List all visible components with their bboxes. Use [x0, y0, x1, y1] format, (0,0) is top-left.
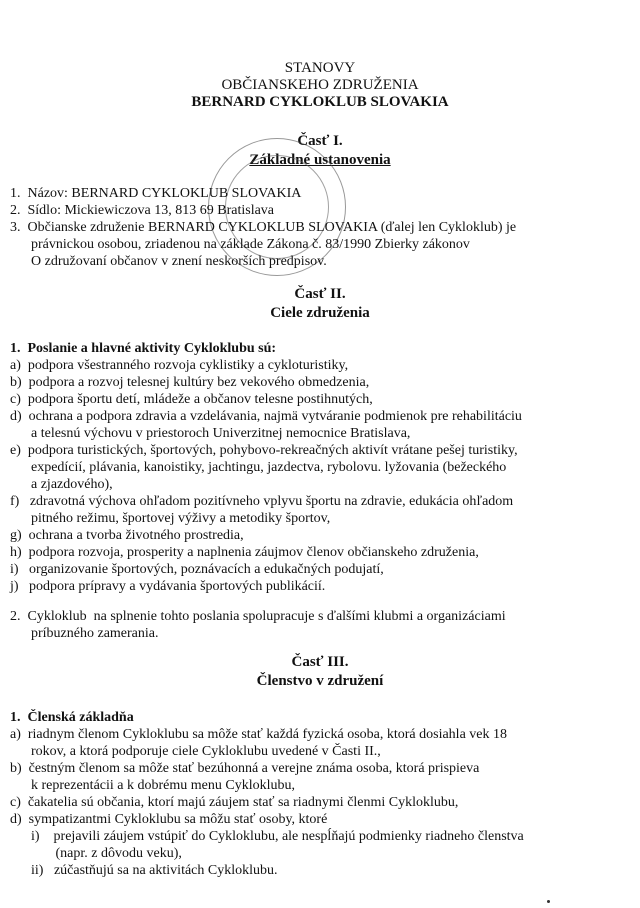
part2-list-line: e) podpora turistických, športových, pohybovo-rekreačných aktivít vrátane pešej turistiky, — [10, 443, 518, 458]
part2-list-line: pitného režimu, športovej výživy a metodiky športov, — [10, 511, 331, 526]
part3-list-line: k reprezentácii a k dobrému menu Cykloklubu, — [10, 778, 295, 793]
part2-list-line: h) podpora rozvoja, prosperity a naplnenia záujmov členov občianskeho združenia, — [10, 545, 479, 560]
part3-subheading: Členstvo v združení — [256, 673, 384, 689]
part1-item: 3. Občianske združenie BERNARD CYKLOKLUB SLOVAKIA (ďalej len Cykloklub) je — [10, 220, 517, 235]
doc-title-line-1: STANOVY — [284, 60, 356, 76]
part3-list-line: rokov, a ktorá podporuje ciele Cykloklubu uvedené v Časti II., — [10, 744, 381, 759]
part2-list-line: c) podpora športu detí, mládeže a občanov telesne postihnutých, — [10, 392, 373, 407]
doc-title-line-3: BERNARD CYKLOKLUB SLOVAKIA — [191, 94, 449, 110]
part3-list-line: d) sympatizantmi Cykloklubu sa môžu stať osoby, ktoré — [10, 812, 328, 827]
part3-list-line: b) čestným členom sa môže stať bezúhonná a verejne známa osoba, ktorá prispieva — [10, 761, 480, 776]
part2-subheading: Ciele združenia — [270, 305, 370, 321]
part1-subheading: Základné ustanovenia — [249, 152, 391, 168]
part2-list-line: i) organizovanie športových, poznávacích a edukačných podujatí, — [10, 562, 384, 577]
doc-title-line-2: OBČIANSKEHO ZDRUŽENIA — [221, 77, 419, 93]
part2-list-line: j) podpora prípravy a vydávania športových publikácií. — [10, 579, 326, 594]
part3-heading: Časť III. — [291, 654, 349, 670]
part2-section-1-title: 1. Poslanie a hlavné aktivity Cykloklubu sú: — [10, 341, 277, 356]
part2-list-line: a telesnú výchovu v priestoroch Univerzitnej nemocnice Bratislava, — [10, 426, 411, 441]
scan-speck — [547, 900, 550, 903]
part2-list-line: a) podpora všestranného rozvoja cyklistiky a cykloturistiky, — [10, 358, 349, 373]
part2-list-line: f) zdravotná výchova ohľadom pozitívneho vplyvu športu na zdravie, edukácia ohľadom — [10, 494, 514, 509]
part2-list-line: expedícií, plávania, kanoistiky, jachtingu, jazdectva, rybolovu. lyžovania (bežeckého — [10, 460, 507, 475]
part1-heading: Časť I. — [297, 133, 343, 149]
part3-list-line: i) prejavili záujem vstúpiť do Cykloklubu, ale nespĺňajú podmienky riadneho členstva — [10, 829, 524, 844]
part2-list-line: d) ochrana a podpora zdravia a vzdelávania, najmä vytváranie podmienok pre rehabilitáciu — [10, 409, 522, 424]
part3-section-1-title: 1. Členská základňa — [10, 710, 134, 725]
part3-list-line: a) riadnym členom Cykloklubu sa môže stať každá fyzická osoba, ktorá dosiahla vek 18 — [10, 727, 507, 742]
part3-list-line: (napr. z dôvodu veku), — [10, 846, 182, 861]
part1-item: 2. Sídlo: Mickiewiczova 13, 813 69 Bratislava — [10, 203, 275, 218]
part2-list-line: a zjazdového), — [10, 477, 113, 492]
part3-list-line: ii) zúčastňujú sa na aktivitách Cykloklubu. — [10, 863, 278, 878]
part2-list-line: g) ochrana a tvorba životného prostredia, — [10, 528, 244, 543]
part2-list-line: b) podpora a rozvoj telesnej kultúry bez vekového obmedzenia, — [10, 375, 370, 390]
part1-item: O združovaní občanov v znení neskorších predpisov. — [10, 254, 327, 269]
part1-item: právnickou osobou, zriadenou na základe Zákona č. 83/1990 Zbierky zákonov — [10, 237, 470, 252]
part3-list-line: c) čakatelia sú občania, ktorí majú záujem stať sa riadnymi členmi Cykloklubu, — [10, 795, 459, 810]
part1-item: 1. Názov: BERNARD CYKLOKLUB SLOVAKIA — [10, 186, 302, 201]
part2-heading: Časť II. — [294, 286, 346, 302]
part2-section-2-line-2: príbuzného zamerania. — [10, 626, 159, 641]
part2-section-2-line-1: 2. Cykloklub na splnenie tohto poslania spolupracuje s ďalšími klubmi a organizáciami — [10, 609, 506, 624]
